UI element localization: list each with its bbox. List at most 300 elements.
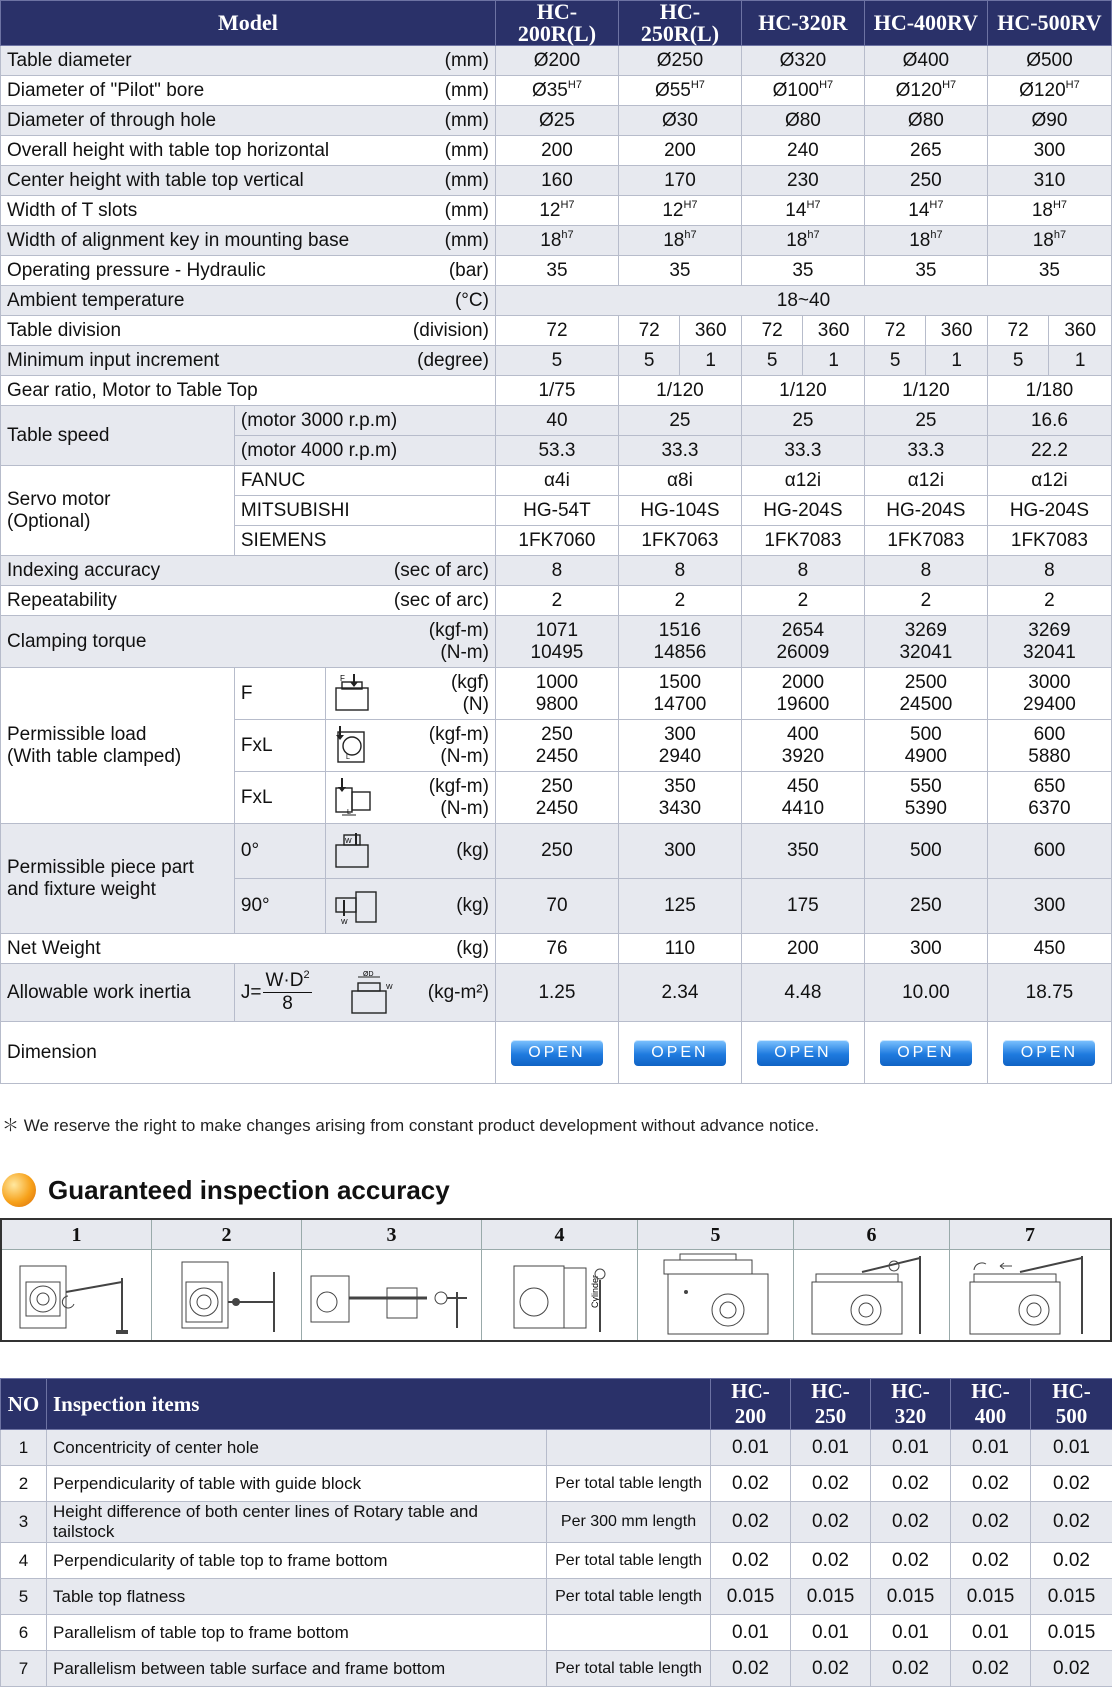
sub-label: F (234, 668, 325, 720)
row-indexing (1, 556, 1112, 586)
model-header-3: HC-320R (741, 1, 864, 46)
cell: 400 3920 (741, 720, 864, 772)
cell: 200 (495, 136, 618, 166)
cell: 1.25 (495, 964, 618, 1022)
cell: 1071 10495 (495, 616, 618, 668)
inspection-setup-7-icon (960, 1252, 1100, 1338)
cell: 0.02 (951, 1543, 1031, 1579)
cell: 1FK7063 (618, 526, 741, 556)
row-label: Width of alignment key in mounting base (7, 230, 349, 252)
cell: 300 (987, 879, 1111, 934)
row-division (1, 316, 1112, 346)
row-clamping (1, 616, 1112, 668)
row-overall-height (1, 136, 1112, 166)
cell: HG-204S (987, 496, 1111, 526)
cell: 0.015 (791, 1579, 871, 1615)
row-label: Operating pressure - Hydraulic (7, 260, 266, 282)
cell: 0.02 (871, 1466, 951, 1502)
row-unit: (mm) (445, 170, 489, 192)
cell: $18^{h7}$ (495, 226, 618, 256)
inspection-setup-6-icon (802, 1252, 942, 1338)
weight-0-diagram-icon (332, 831, 374, 871)
cell: 35 (864, 256, 987, 286)
cell: 3269 32041 (864, 616, 987, 668)
row-unit: (bar) (449, 260, 489, 282)
items-header: Inspection items (47, 1379, 711, 1430)
cell: 2 (741, 586, 864, 616)
figure-4 (482, 1220, 638, 1340)
cell: 0.01 (1031, 1430, 1112, 1466)
cell: 300 (864, 934, 987, 964)
sub-label: FANUC (234, 466, 495, 496)
row-piece-weight-0 (1, 824, 1112, 879)
cell: 53.3 (495, 436, 618, 466)
row-no: 2 (1, 1466, 47, 1502)
row-label: Diameter of through hole (7, 110, 216, 132)
cell: 33.3 (864, 436, 987, 466)
figure-1 (2, 1220, 152, 1340)
cell: 0.02 (711, 1502, 791, 1543)
cell: $12^{H7}$ (618, 196, 741, 226)
row-label: Indexing accuracy (7, 560, 160, 582)
row-unit: (kg-m²) (428, 982, 489, 1004)
cell: $Ø120^{H7}$ (864, 76, 987, 106)
cell: 0.015 (1031, 1579, 1112, 1615)
cell: 0.02 (871, 1543, 951, 1579)
cell: 2.34 (618, 964, 741, 1022)
cell: Ø80 (864, 106, 987, 136)
cell: 0.015 (871, 1579, 951, 1615)
cell: 1 (926, 346, 988, 376)
svg-text:L: L (346, 754, 350, 761)
row-label: Table diameter (7, 50, 132, 72)
sub-label: (motor 3000 r.p.m) (234, 406, 495, 436)
cell: 40 (495, 406, 618, 436)
row-item: Height difference of both center lines of Rotary table and tailstock (47, 1502, 547, 1543)
inspection-setup-4-icon (490, 1252, 630, 1338)
cell: Ø400 (864, 46, 987, 76)
cell: 33.3 (741, 436, 864, 466)
figure-number: 5 (638, 1220, 793, 1250)
cell: 250 (495, 824, 618, 879)
row-unit: (°C) (455, 290, 489, 312)
cell: 3269 32041 (987, 616, 1111, 668)
row-t-slots (1, 196, 1112, 226)
cell: 0.02 (951, 1466, 1031, 1502)
cell: 5 (618, 346, 679, 376)
cell: 0.02 (791, 1502, 871, 1543)
inspection-row-6 (1, 1615, 1112, 1651)
cell: 0.01 (871, 1430, 951, 1466)
row-no: 6 (1, 1615, 47, 1651)
svg-text:W: W (341, 919, 348, 926)
cell: 33.3 (618, 436, 741, 466)
cell: 25 (618, 406, 741, 436)
row-item: Concentricity of center hole (47, 1430, 547, 1466)
cell: 72 (987, 316, 1048, 346)
cell: 250 (864, 166, 987, 196)
cell: $Ø120^{H7}$ (987, 76, 1111, 106)
row-repeatability (1, 586, 1112, 616)
model-header: Model (1, 1, 496, 46)
row-label: Center height with table top vertical (7, 170, 304, 192)
row-increment (1, 346, 1112, 376)
row-item: Parallelism between table surface and frame bottom (47, 1651, 547, 1687)
cell: 2 (864, 586, 987, 616)
cell: 360 (926, 316, 988, 346)
row-unit: (kg) (456, 938, 489, 960)
cell: 300 (618, 824, 741, 879)
row-unit: (sec of arc) (394, 560, 489, 582)
cell: 22.2 (987, 436, 1111, 466)
figure-5 (638, 1220, 794, 1340)
row-no: 7 (1, 1651, 47, 1687)
cell: 0.02 (711, 1466, 791, 1502)
cell: Ø200 (495, 46, 618, 76)
cell: 35 (495, 256, 618, 286)
row-unit: (kgf) (N) (451, 672, 489, 716)
row-label: Repeatability (7, 590, 117, 612)
cell: 1000 9800 (495, 668, 618, 720)
cell: α12i (987, 466, 1111, 496)
cell: 0.02 (1031, 1651, 1112, 1687)
model-header-4: HC-400 (951, 1379, 1031, 1430)
inspection-row-2 (1, 1466, 1112, 1502)
figure-number: 6 (794, 1220, 949, 1250)
svg-text:F: F (340, 674, 345, 683)
cell: $18^{h7}$ (864, 226, 987, 256)
row-unit: (mm) (445, 200, 489, 222)
row-item: Perpendicularity of table with guide block (47, 1466, 547, 1502)
cell: 0.01 (951, 1430, 1031, 1466)
cell: 1FK7060 (495, 526, 618, 556)
cell: 1 (680, 346, 742, 376)
section-heading (2, 1170, 450, 1210)
cell: 0.01 (711, 1615, 791, 1651)
row-unit: (division) (413, 320, 489, 342)
row-unit: (kg) (456, 840, 489, 862)
cell: 230 (741, 166, 864, 196)
cell: HG-204S (741, 496, 864, 526)
cell: 0.02 (871, 1651, 951, 1687)
row-unit: (mm) (445, 230, 489, 252)
open-dimension-button-5[interactable]: OPEN (1003, 1040, 1095, 1066)
svg-text:W: W (345, 838, 352, 845)
cell: 250 2450 (495, 720, 618, 772)
open-dimension-button-4[interactable]: OPEN (880, 1040, 972, 1066)
row-item: Perpendicularity of table top to frame bottom (47, 1543, 547, 1579)
row-unit: (mm) (445, 50, 489, 72)
cell: Ø80 (741, 106, 864, 136)
cell: Ø320 (741, 46, 864, 76)
row-unit: (kgf-m) (N-m) (429, 776, 489, 820)
row-inertia (1, 964, 1112, 1022)
cell: 0.02 (1031, 1502, 1112, 1543)
cell: Ø90 (987, 106, 1111, 136)
cell: $14^{H7}$ (741, 196, 864, 226)
cell: $Ø100^{H7}$ (741, 76, 864, 106)
cell: $14^{H7}$ (864, 196, 987, 226)
row-ambient (1, 286, 1112, 316)
row-table-diameter (1, 46, 1112, 76)
cell: $Ø55^{H7}$ (618, 76, 741, 106)
cell: 8 (864, 556, 987, 586)
cell: 1500 14700 (618, 668, 741, 720)
cell: 2500 24500 (864, 668, 987, 720)
cell: 250 (864, 879, 987, 934)
cell: 450 (987, 934, 1111, 964)
cell: 18.75 (987, 964, 1111, 1022)
cell: 0.01 (791, 1430, 871, 1466)
cell: HG-104S (618, 496, 741, 526)
cell: 160 (495, 166, 618, 196)
cell: 350 3430 (618, 772, 741, 824)
row-label: Permissible load (With table clamped) (1, 668, 235, 824)
figure-number: 3 (302, 1220, 481, 1250)
svg-text:ØD: ØD (363, 971, 374, 978)
model-header-5: HC-500RV (987, 1, 1111, 46)
inspection-setup-3-icon (307, 1252, 477, 1338)
row-label: Allowable work inertia (1, 964, 235, 1022)
row-label: Ambient temperature (7, 290, 184, 312)
row-per (547, 1430, 711, 1466)
cell: α12i (741, 466, 864, 496)
cell: α8i (618, 466, 741, 496)
row-label: Table speed (1, 406, 235, 466)
cell: 200 (741, 934, 864, 964)
cell: 500 4900 (864, 720, 987, 772)
cell: 1/120 (618, 376, 741, 406)
cell: 200 (618, 136, 741, 166)
cell: α12i (864, 466, 987, 496)
row-unit: (sec of arc) (394, 590, 489, 612)
cell: 300 2940 (618, 720, 741, 772)
row-label: Net Weight (7, 938, 101, 960)
cell: 240 (741, 136, 864, 166)
row-no: 4 (1, 1543, 47, 1579)
figure-7 (950, 1220, 1110, 1340)
section-title: Guaranteed inspection accuracy (48, 1175, 450, 1206)
inspection-row-3 (1, 1502, 1112, 1543)
cell: 0.015 (711, 1579, 791, 1615)
cell: HG-204S (864, 496, 987, 526)
row-unit: (degree) (417, 350, 489, 372)
orange-bullet-icon (2, 1173, 36, 1207)
cell: 600 (987, 824, 1111, 879)
cell: 25 (741, 406, 864, 436)
cell: 360 (680, 316, 742, 346)
row-unit: (kgf-m) (N-m) (429, 724, 489, 768)
cell: 125 (618, 879, 741, 934)
inspection-setup-1-icon (12, 1252, 142, 1338)
load-fxl-side-diagram-icon (332, 726, 374, 766)
inertia-formula: J= $\frac{W\cdot D^2}{8}$ (241, 970, 312, 1015)
cell: 0.02 (791, 1466, 871, 1502)
cell: 0.02 (711, 1543, 791, 1579)
cell: 300 (987, 136, 1111, 166)
cell: 2654 26009 (741, 616, 864, 668)
cell: $18^{h7}$ (741, 226, 864, 256)
cell: 35 (618, 256, 741, 286)
cell: 5 (495, 346, 618, 376)
inspection-row-1 (1, 1430, 1112, 1466)
figure-2 (152, 1220, 302, 1340)
model-header-3: HC-320 (871, 1379, 951, 1430)
cell: 35 (987, 256, 1111, 286)
row-pressure (1, 256, 1112, 286)
cell: 0.02 (951, 1651, 1031, 1687)
row-label: Minimum input increment (7, 350, 219, 372)
row-label: Dimension (1, 1022, 496, 1084)
cell: 5 (987, 346, 1048, 376)
cell: 0.01 (951, 1615, 1031, 1651)
svg-text:L: L (347, 809, 351, 816)
row-item: Table top flatness (47, 1579, 547, 1615)
cell: 76 (495, 934, 618, 964)
inspection-row-4 (1, 1543, 1112, 1579)
row-label: Diameter of "Pilot" bore (7, 80, 204, 102)
row-center-height (1, 166, 1112, 196)
sub-label: FxL (234, 772, 325, 824)
cell: 265 (864, 136, 987, 166)
row-label: Table division (7, 320, 121, 342)
row-unit: (mm) (445, 140, 489, 162)
cell: 0.02 (951, 1502, 1031, 1543)
sub-label: (motor 4000 r.p.m) (234, 436, 495, 466)
row-unit: (kg) (456, 895, 489, 917)
cell: 1516 14856 (618, 616, 741, 668)
cell: 0.01 (791, 1615, 871, 1651)
cell: 2 (618, 586, 741, 616)
figure-number: 1 (2, 1220, 151, 1250)
load-f-diagram-icon (332, 674, 374, 714)
cell: $18^{h7}$ (618, 226, 741, 256)
row-no: 3 (1, 1502, 47, 1543)
cell: $18^{H7}$ (987, 196, 1111, 226)
cell: 0.01 (871, 1615, 951, 1651)
row-no: 5 (1, 1579, 47, 1615)
row-through-hole (1, 106, 1112, 136)
cell: 5 (864, 346, 925, 376)
cell: 8 (495, 556, 618, 586)
cell: 650 6370 (987, 772, 1111, 824)
cell: 1/75 (495, 376, 618, 406)
cell: 0.015 (1031, 1615, 1112, 1651)
row-per: Per 300 mm length (547, 1502, 711, 1543)
cell: 70 (495, 879, 618, 934)
row-net-weight (1, 934, 1112, 964)
row-label: Clamping torque (7, 631, 146, 653)
inspection-setup-2-icon (162, 1252, 292, 1338)
cell: HG-54T (495, 496, 618, 526)
inspection-table (0, 1378, 1112, 1687)
cell: 35 (741, 256, 864, 286)
svg-text:W: W (386, 984, 393, 991)
cell: 2 (495, 586, 618, 616)
row-gear-ratio (1, 376, 1112, 406)
cell: α4i (495, 466, 618, 496)
row-table-speed-1 (1, 406, 1112, 436)
inspection-setup-5-icon (646, 1252, 786, 1338)
row-dimension (1, 1022, 1112, 1084)
row-unit: (mm) (445, 110, 489, 132)
cell: 0.02 (711, 1651, 791, 1687)
cell: 4.48 (741, 964, 864, 1022)
sub-label: 0° (234, 824, 325, 879)
row-per: Per total table length (547, 1579, 711, 1615)
cell: 8 (741, 556, 864, 586)
svg-text:Cylinder: Cylinder (590, 1275, 600, 1308)
row-pilot-bore (1, 76, 1112, 106)
cell: 0.01 (711, 1430, 791, 1466)
row-per (547, 1615, 711, 1651)
inspection-row-7 (1, 1651, 1112, 1687)
cell: 10.00 (864, 964, 987, 1022)
inspection-header-row (1, 1379, 1112, 1430)
row-no: 1 (1, 1430, 47, 1466)
sub-label: FxL (234, 720, 325, 772)
disclaimer-note: ＊ We reserve the right to make changes arising from constant product development without advance notice. (0, 1111, 1112, 1136)
model-header-4: HC-400RV (864, 1, 987, 46)
row-item: Parallelism of table top to frame bottom (47, 1615, 547, 1651)
cell: 450 4410 (741, 772, 864, 824)
cell: 0.02 (1031, 1543, 1112, 1579)
row-per: Per total table length (547, 1543, 711, 1579)
row-label: Gear ratio, Motor to Table Top (1, 376, 496, 406)
load-fxl-front-diagram-icon (332, 778, 374, 818)
cell: 0.02 (871, 1502, 951, 1543)
open-dimension-button-2[interactable]: OPEN (634, 1040, 726, 1066)
cell: 16.6 (987, 406, 1111, 436)
row-label: Servo motor (Optional) (1, 466, 235, 556)
cell: 1FK7083 (987, 526, 1111, 556)
cell: Ø500 (987, 46, 1111, 76)
cell: 72 (495, 316, 618, 346)
sub-label: MITSUBISHI (234, 496, 495, 526)
cell: 600 5880 (987, 720, 1111, 772)
open-dimension-button-3[interactable]: OPEN (757, 1040, 849, 1066)
cell: 360 (803, 316, 864, 346)
open-dimension-button-1[interactable]: OPEN (511, 1040, 603, 1066)
cell: 1/120 (864, 376, 987, 406)
model-header-2: HC-250R(L) (618, 1, 741, 46)
cell: 5 (741, 346, 802, 376)
row-unit: (kgf-m) (N-m) (429, 620, 489, 664)
model-header-5: HC-500 (1031, 1379, 1112, 1430)
model-header-2: HC-250 (791, 1379, 871, 1430)
inertia-diagram-icon (346, 971, 394, 1015)
no-header: NO (1, 1379, 47, 1430)
sub-label: 90° (234, 879, 325, 934)
cell: 550 5390 (864, 772, 987, 824)
row-label: Width of T slots (7, 200, 137, 222)
cell: Ø30 (618, 106, 741, 136)
cell: $12^{H7}$ (495, 196, 618, 226)
cell: 1/120 (741, 376, 864, 406)
model-header-1: HC-200R(L) (495, 1, 618, 46)
cell: 72 (618, 316, 679, 346)
inspection-row-5 (1, 1579, 1112, 1615)
row-per: Per total table length (547, 1466, 711, 1502)
figure-6 (794, 1220, 950, 1340)
cell: 175 (741, 879, 864, 934)
cell: 0.02 (1031, 1466, 1112, 1502)
header-row (1, 1, 1112, 46)
cell: 72 (741, 316, 802, 346)
cell: 250 2450 (495, 772, 618, 824)
row-load-f (1, 668, 1112, 720)
cell: 18~40 (495, 286, 1111, 316)
